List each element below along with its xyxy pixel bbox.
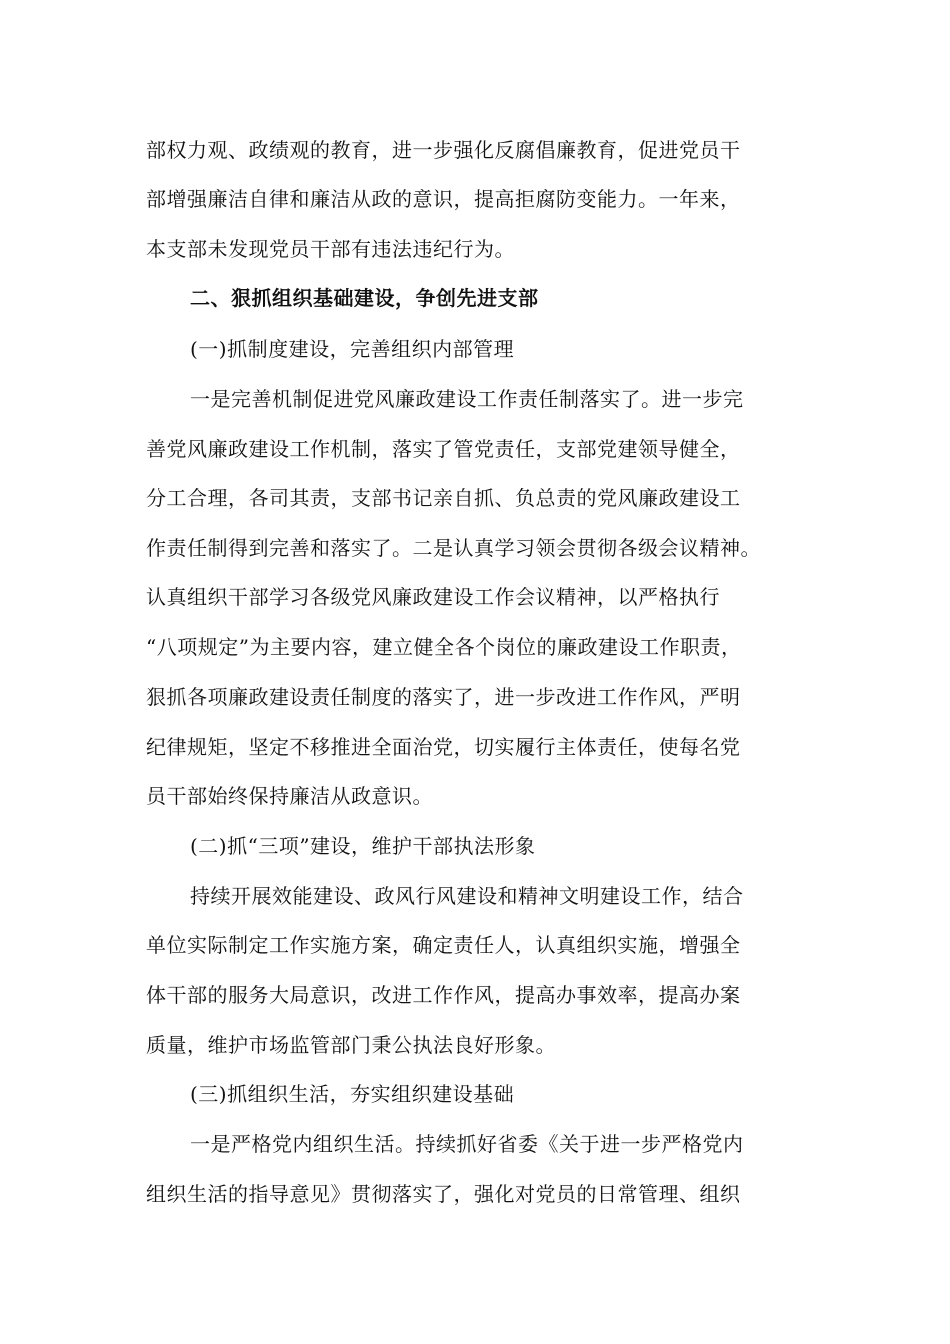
- paragraph-line: 分工合理，各司其责，支部书记亲自抓、负总责的党风廉政建设工: [146, 486, 741, 510]
- section-heading: 二、狠抓组织基础建设，争创先进支部: [190, 286, 539, 310]
- paragraph-line: 质量，维护市场监管部门秉公执法良好形象。: [146, 1033, 556, 1057]
- subsection-heading: (一)抓制度建设，完善组织内部管理: [190, 337, 515, 361]
- paragraph-line: 作责任制得到完善和落实了。二是认真学习领会贯彻各级会议精神。: [146, 536, 761, 560]
- paragraph-line: 持续开展效能建设、政风行风建设和精神文明建设工作，结合: [190, 884, 744, 908]
- paragraph-line: 体干部的服务大局意识，改进工作作风，提高办事效率，提高办案: [146, 983, 741, 1007]
- paragraph-line: 善党风廉政建设工作机制，落实了管党责任，支部党建领导健全，: [146, 437, 741, 461]
- paragraph-line: 狠抓各项廉政建设责任制度的落实了，进一步改进工作作风，严明: [146, 685, 741, 709]
- paragraph-line: 一是完善机制促进党风廉政建设工作责任制落实了。进一步完: [190, 387, 744, 411]
- paragraph-line: 部权力观、政绩观的教育，进一步强化反腐倡廉教育，促进党员干: [146, 138, 741, 162]
- paragraph-line: 纪律规矩，坚定不移推进全面治党，切实履行主体责任，使每名党: [146, 735, 741, 759]
- paragraph-line: 部增强廉洁自律和廉洁从政的意识，提高拒腐防变能力。一年来，: [146, 187, 741, 211]
- subsection-heading: (二)抓“三项”建设，维护干部执法形象: [190, 834, 536, 858]
- paragraph-line: 本支部未发现党员干部有违法违纪行为。: [146, 237, 515, 261]
- paragraph-line: 员干部始终保持廉洁从政意识。: [146, 784, 433, 808]
- paragraph-line: 认真组织干部学习各级党风廉政建设工作会议精神，以严格执行: [146, 585, 720, 609]
- paragraph-line: 一是严格党内组织生活。持续抓好省委《关于进一步严格党内: [190, 1132, 744, 1156]
- subsection-heading: (三)抓组织生活，夯实组织建设基础: [190, 1082, 515, 1106]
- paragraph-line: “八项规定”为主要内容，建立健全各个岗位的廉政建设工作职责，: [146, 635, 742, 659]
- paragraph-line: 单位实际制定工作实施方案，确定责任人，认真组织实施，增强全: [146, 933, 741, 957]
- paragraph-line: 组织生活的指导意见》贯彻落实了，强化对党员的日常管理、组织: [146, 1182, 741, 1206]
